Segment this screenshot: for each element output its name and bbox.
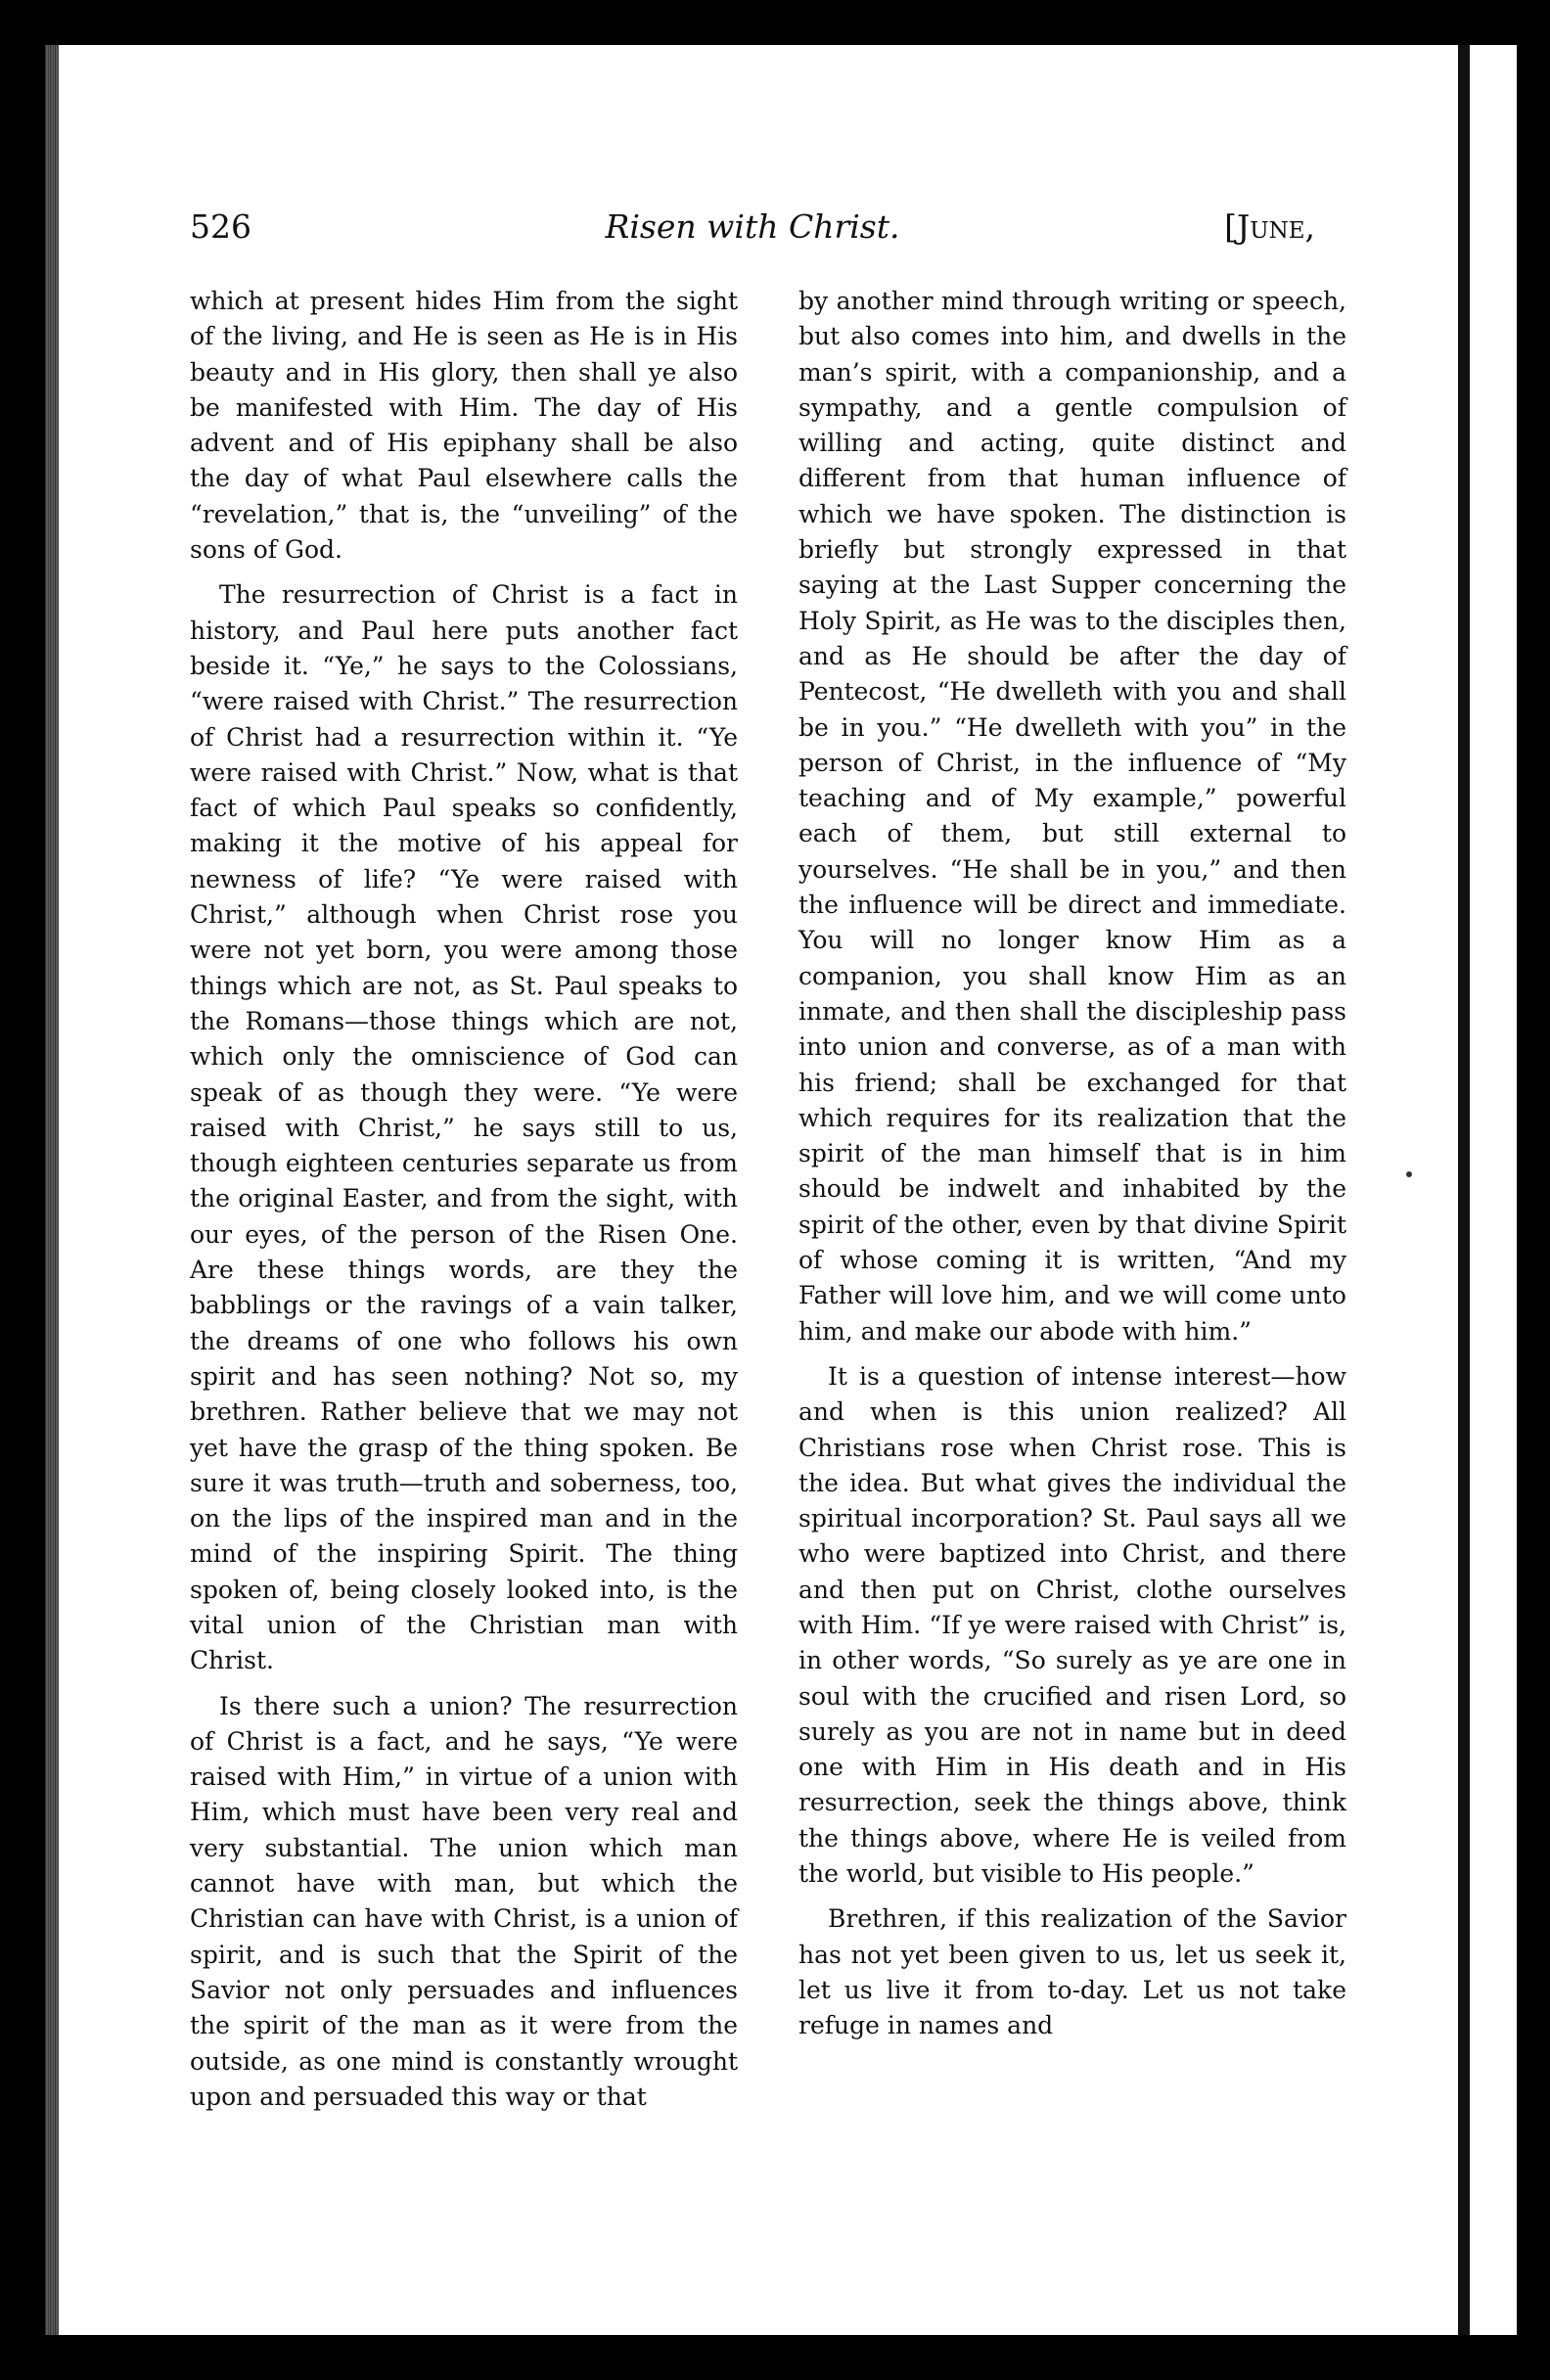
running-month: [June, <box>1224 207 1315 246</box>
page-number: 526 <box>190 207 251 246</box>
paragraph: The resurrection of Christ is a fact in history, and Paul here puts another fact beside it. “Ye,” he says to the Colossians, “were raised with Christ.” The resurrection of Christ had a resurrection within it. “Ye were raised with Christ.” Now, what is that fact of which Paul speaks so confidently, making it the motive of his appeal for newness of life? “Ye were raised with Christ,” although when Christ rose you were not yet born, you were among those things which are not, as St. Paul speaks to the Romans—those things which are not, which only the omniscience of God can speak of as though they were. “Ye were raised with Christ,” he says still to us, though eighteen centuries separate us from the original Easter, and from the sight, with our eyes, of the person of the Risen One. Are these things words, are they the babblings or the ravings of a vain talker, the dreams of one who follows his own spirit and has seen nothing? Not so, my brethren. Rather believe that we may not yet have the grasp of the thing spoken. Be sure it was truth—truth and soberness, too, on the lips of the inspired man and in the mind of the inspiring Spirit. The thing spoken of, being closely looked into, is the vital union of the Christian man with Christ. <box>190 580 738 1675</box>
right-text-column <box>798 284 1346 2044</box>
paragraph: Is there such a union? The resurrection of Christ is a fact, and he says, “Ye were raised with Him,” in virtue of a union with Him, which must have been very real and very substantial. The union which man cannot have with man, but which the Christian can have with Christ, is a union of spirit, and is such that the Spirit of the Savior not only persuades and influences the spirit of the man as it were from the outside, as one mind is constantly wrought upon and persuaded this way or that <box>190 1691 738 2111</box>
page-header <box>190 207 1315 252</box>
page-gutter-shadow <box>1458 45 1470 2335</box>
paragraph: by another mind through writing or speech, but also comes into him, and dwells in the man’s spirit, with a companionship, and a sympathy, and a gentle compulsion of willing and acting, quite distinct and different from that human influence of which we have spoken. The distinction is briefly but strongly expressed in that saying at the Last Supper concerning the Holy Spirit, as He was to the disciples then, and as He should be after the day of Pentecost, “He dwelleth with you and shall be in you.” “He dwelleth with you” in the person of Christ, in the influence of “My teaching and of My example,” powerful each of them, but still external to yourselves. “He shall be in you,” and then the influence will be direct and immediate. You will no longer know Him as a companion, you shall know Him as an inmate, and then shall the discipleship pass into union and converse, as of a man with his friend; shall be exchanged for that which requires for its realization that the spirit of the man himself that is in him should be indwelt and inhabited by the spirit of the other, even by that divine Spirit of whose coming it is written, “And my Father will love him, and we will come unto him, and make our abode with him.” <box>798 287 1346 1346</box>
running-title: Risen with Christ. <box>605 207 900 246</box>
ink-speck <box>1406 1171 1412 1177</box>
paragraph: which at present hides Him from the sight of the living, and He is seen as He is in His beauty and in His glory, then shall ye also be manifested with Him. The day of His advent and of His epiphany shall be also the day of what Paul elsewhere calls the “revelation,” that is, the “unveiling” of the sons of God. <box>190 287 738 565</box>
paragraph: It is a question of intense interest—how and when is this union realized? All Christians rose when Christ rose. This is the idea. But what gives the individual the spiritual incorporation? St. Paul says all we who were baptized into Christ, and there and then put on Christ, clothe ourselves with Him. “If ye were raised with Christ” is, in other words, “So surely as ye are one in soul with the crucified and risen Lord, so surely as you are not in name but in deed one with Him in His death and in His resurrection, seek the things above, think the things above, where He is veiled from the world, but visible to His people.” <box>798 1361 1346 1889</box>
left-text-column <box>190 284 738 2115</box>
adjacent-page-edge <box>1470 45 1517 2335</box>
paragraph: Brethren, if this realization of the Savior has not yet been given to us, let us seek it, let us live it from to-day. Let us not take refuge in names and <box>798 1904 1346 2040</box>
